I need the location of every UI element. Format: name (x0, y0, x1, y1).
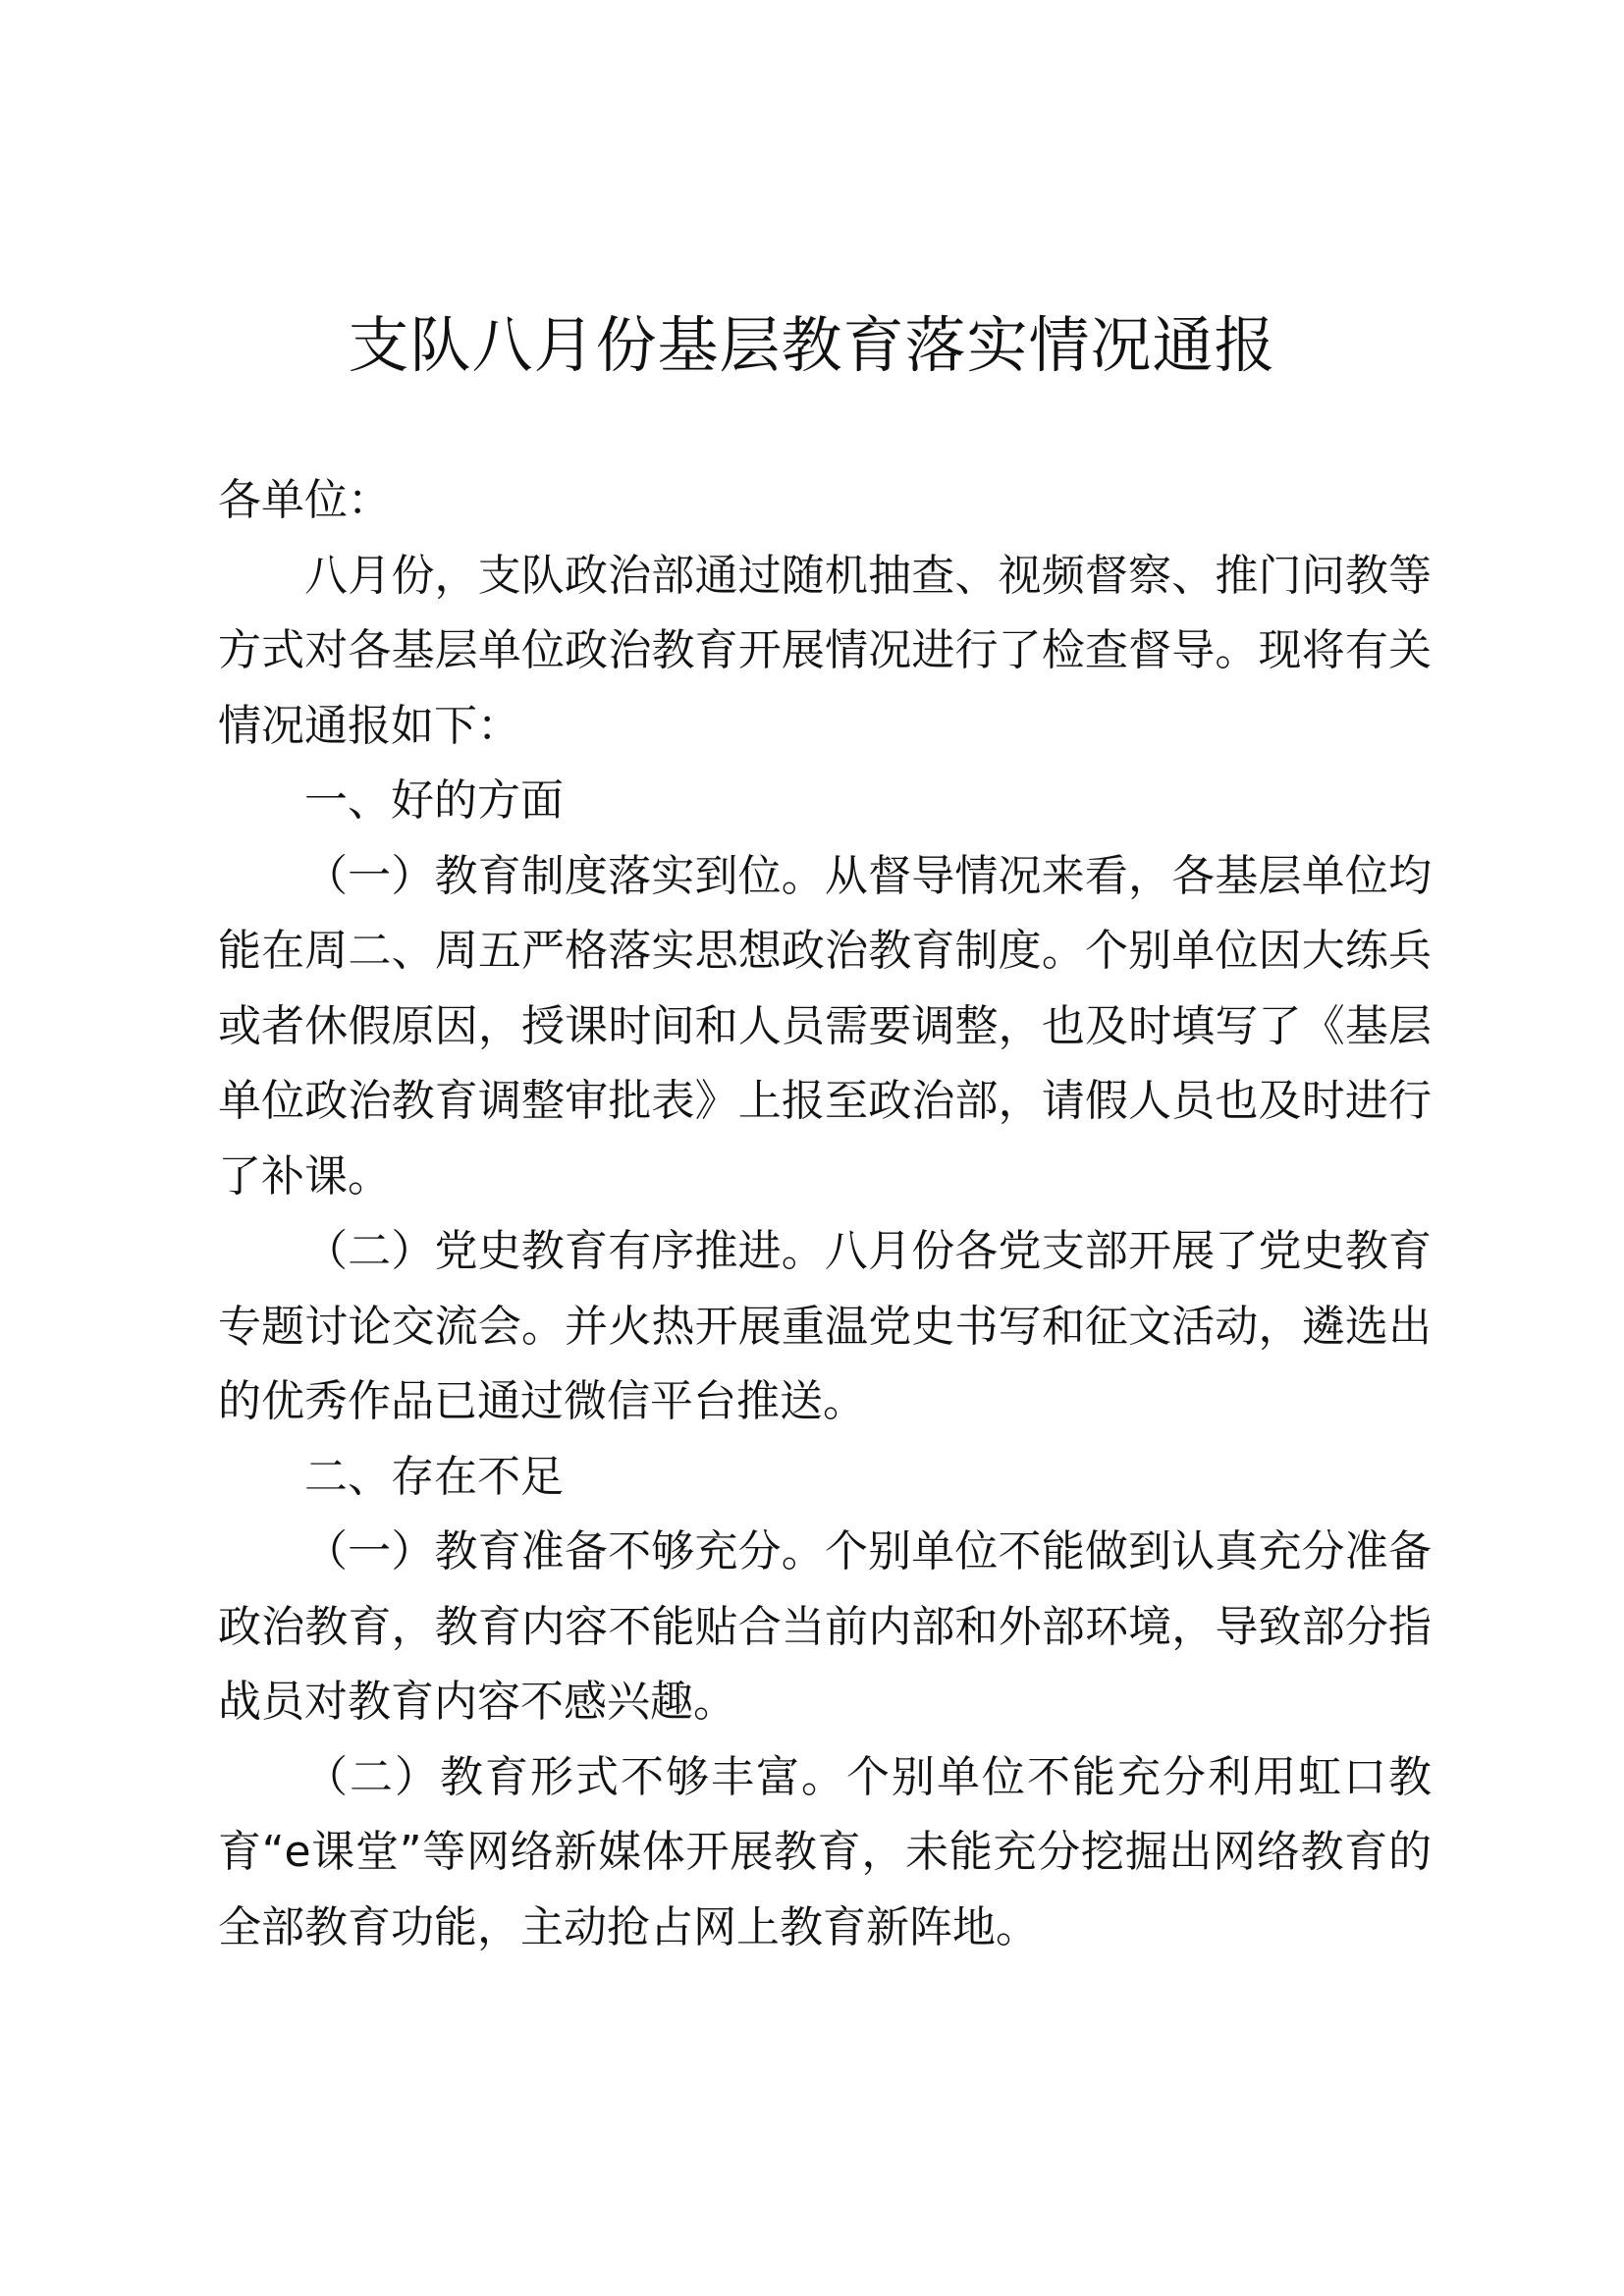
salutation: 各单位： (218, 475, 391, 525)
paragraph-shortcoming-1: （一）教育准备不够充分。个别单位不能做到认真充分准备政治教育，教育内容不能贴合当前内部和外部环境，导致部分指战员对教育内容不感兴趣。 (218, 1526, 1432, 1727)
paragraph-strength-1: （一）教育制度落实到位。从督导情况来看，各基层单位均能在周二、周五严格落实思想政治教育制度。个别单位因大练兵或者休假原因，授课时间和人员需要调整，也及时填写了《基层单位政治教育调整审批表》上报至政治部，请假人员也及时进行了补课。 (218, 850, 1432, 1201)
paragraph-shortcoming-2: （二）教育形式不够丰富。个别单位不能充分利用虹口教育“e课堂”等网络新媒体开展教育，未能充分挖掘出网络教育的全部教育功能，主动抢占网上教育新阵地。 (218, 1751, 1432, 1952)
document-body (218, 463, 1432, 1965)
paragraph-strength-2: （二）党史教育有序推进。八月份各党支部开展了党史教育专题讨论交流会。并火热开展重温党史书写和征文活动，遴选出的优秀作品已通过微信平台推送。 (218, 1226, 1432, 1426)
document-title: 支队八月份基层教育落实情况通报 (348, 309, 1276, 381)
paragraph-intro: 八月份，支队政治部通过随机抽查、视频督察、推门问教等方式对各基层单位政治教育开展情况进行了检查督导。现将有关情况通报如下： (218, 550, 1432, 751)
section-heading-shortcomings: 二、存在不足 (304, 1451, 564, 1502)
section-heading-strengths: 一、好的方面 (304, 775, 564, 826)
